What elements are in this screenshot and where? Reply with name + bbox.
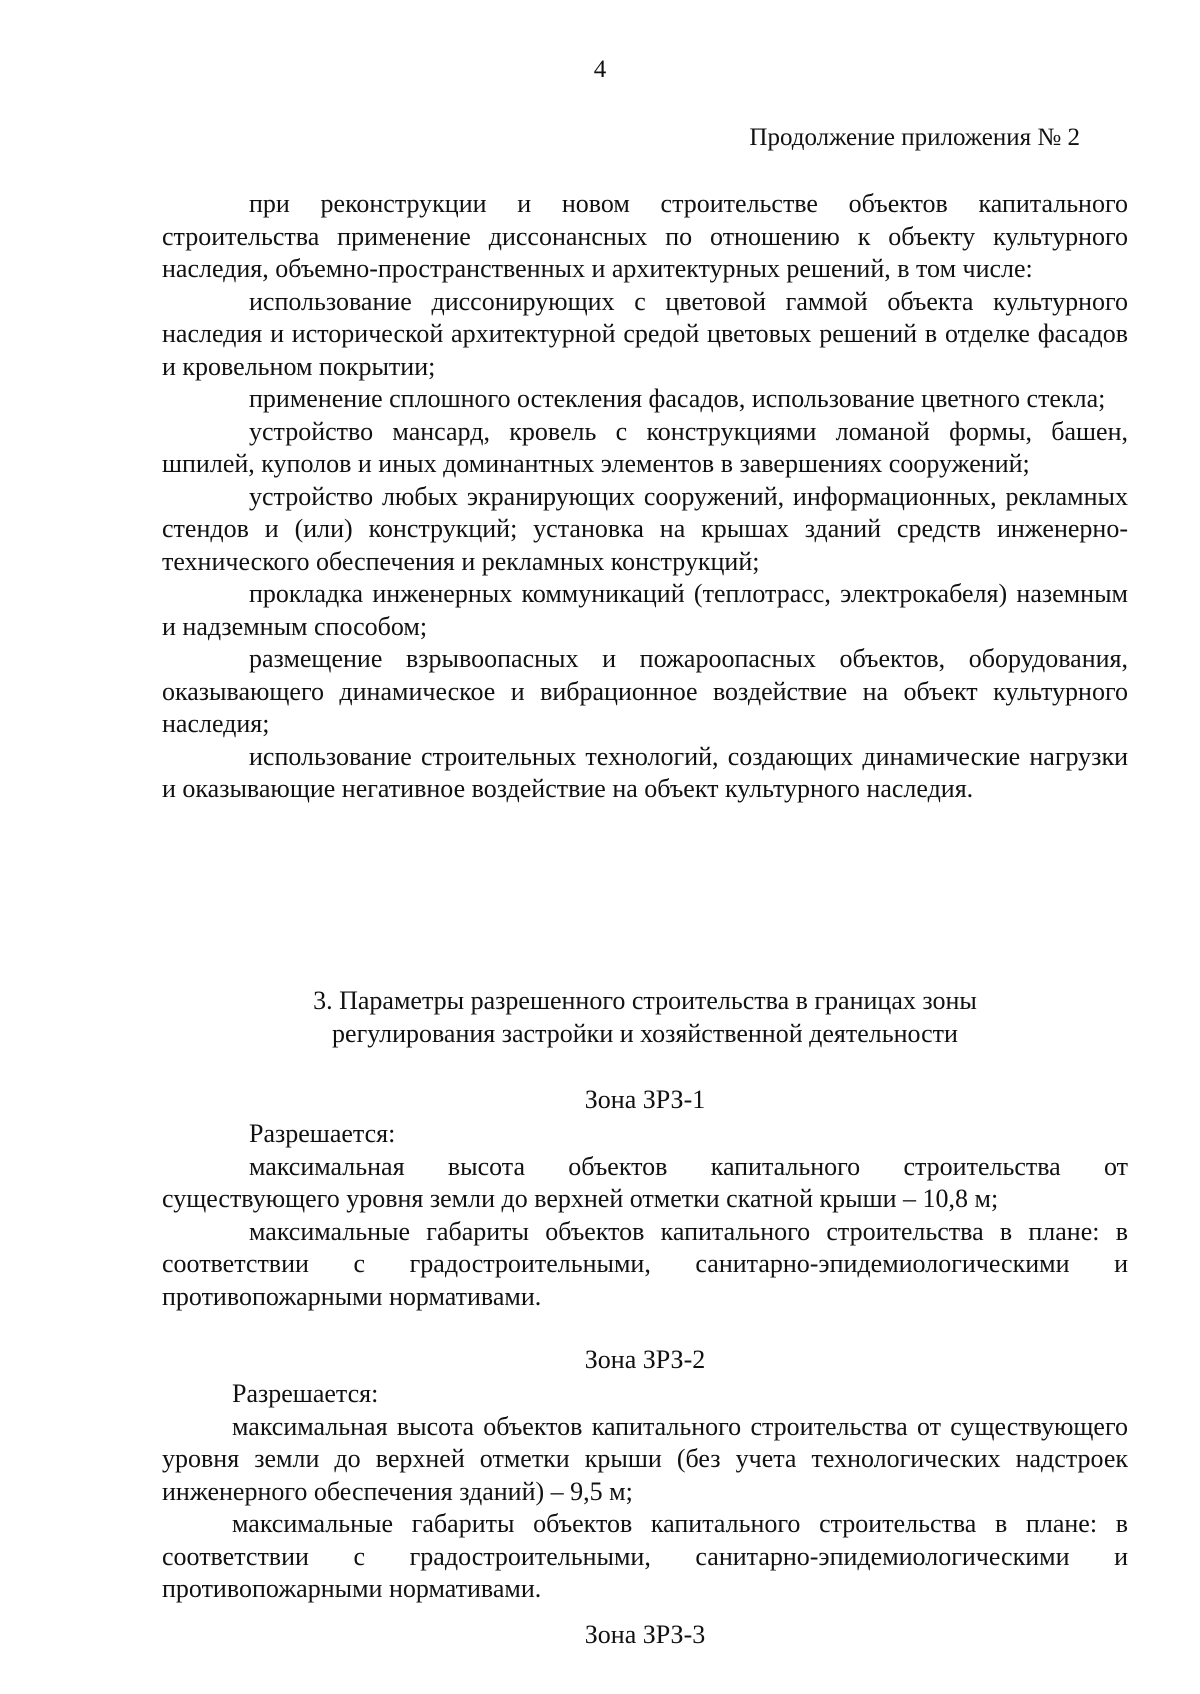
paragraph: применение сплошного остекления фасадов, использование цветного стекла; (249, 384, 1106, 413)
zone-3-title: Зона ЗРЗ-3 (584, 1620, 706, 1649)
section-3-heading (162, 984, 1128, 1050)
paragraph: максимальные габариты объектов капитального строительства в плане: в соответствии с градостроительными, санитарно-эпидемиологическими и противопожарными нормативами. (162, 1509, 1128, 1603)
zone-lead: Разрешается: (232, 1379, 379, 1408)
paragraph: прокладка инженерных коммуникаций (теплотрасс, электрокабеля) наземным и надземным способом; (162, 579, 1128, 641)
section-heading-line: регулирования застройки и хозяйственной деятельности (332, 1019, 958, 1048)
zone-1-title: Зона ЗРЗ-1 (584, 1085, 706, 1114)
paragraph: максимальная высота объектов капитального строительства от существующего уровня земли до верхней отметки крыши (без учета технологических надстроек инженерного обеспечения зданий) – 9,5 м; (162, 1411, 1128, 1506)
zone-2-title: Зона ЗРЗ-2 (584, 1345, 706, 1374)
paragraph: устройство мансард, кровель с конструкциями ломаной формы, башен, шпилей, куполов и иных доминантных элементов в завершениях сооружений; (162, 416, 1128, 478)
paragraph: при реконструкции и новом строительстве объектов капитального строительства применение диссонансных по отношению к объекту культурного наследия, объемно-пространственных и архитектурных решений, в том числе: (162, 189, 1128, 283)
zone-2-body (162, 1378, 1128, 1606)
section-heading-line: 3. Параметры разрешенного строительства в границах зоны (313, 986, 977, 1015)
paragraph: максимальные габариты объектов капитального строительства в плане: в соответствии с градостроительными, санитарно-эпидемиологическими и противопожарными нормативами. (162, 1216, 1128, 1311)
restrictions-list (162, 188, 1128, 806)
zone-1-body (162, 1118, 1128, 1313)
appendix-continuation-label: Продолжение приложения № 2 (749, 124, 1080, 151)
paragraph: использование диссонирующих с цветовой гаммой объекта культурного наследия и исторической архитектурной средой цветовых решений в отделке фасадов и кровельном покрытии; (162, 286, 1128, 381)
page-number: 4 (593, 56, 607, 83)
paragraph: размещение взрывоопасных и пожароопасных объектов, оборудования, оказывающего динамическое и вибрационное воздействие на объект культурного наследия; (162, 644, 1128, 738)
paragraph: максимальная высота объектов капитального строительства от существующего уровня земли до верхней отметки скатной крыши – 10,8 м; (162, 1151, 1128, 1213)
zone-lead: Разрешается: (249, 1119, 396, 1148)
paragraph: использование строительных технологий, создающих динамические нагрузки и оказывающие негативное воздействие на объект культурного наследия. (162, 741, 1128, 803)
paragraph: устройство любых экранирующих сооружений, информационных, рекламных стендов и (или) конструкций; установка на крышах зданий средств инженерно-технического обеспечения и рекламных конструкций; (162, 481, 1128, 576)
